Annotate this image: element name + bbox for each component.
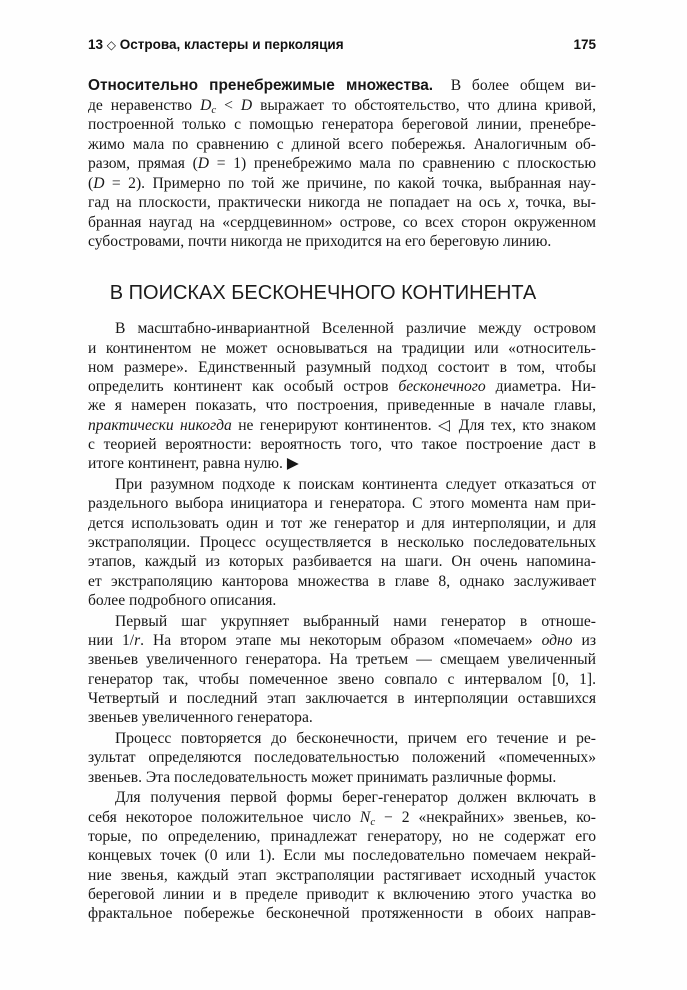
- text-run: жимо мала по сравнению с длиной всего побережья. Аналогичным об-: [88, 135, 596, 153]
- text-line: [88, 213, 596, 233]
- text-run: с теорией вероятности: вероятность того, что такое построение даст в: [88, 436, 596, 454]
- text-run: генератор так, чтобы помеченное звено совпало с интервалом [0, 1].: [88, 670, 596, 688]
- text-run: фрактальное побережье бесконечной протяженности в обоих направ-: [88, 905, 596, 923]
- text-run: (: [88, 174, 94, 192]
- text-run: зультат определяются последовательностью положений «помеченных»: [88, 749, 596, 767]
- text-run: экстраполяции. Процесс осуществляется в несколько последовательных: [88, 534, 596, 552]
- paragraph: [88, 319, 596, 473]
- text-line: [88, 885, 596, 904]
- chapter-number: 13: [88, 37, 104, 52]
- text-run: При разумном подходе к поискам континента следует отказаться от: [115, 476, 596, 494]
- text-run: торые, по определению, принадлежат генератору, но не содержат его: [88, 828, 596, 846]
- text-run: себя некоторое положительное число: [88, 808, 360, 826]
- text-run: более подробного описания.: [88, 591, 277, 609]
- text-run: раздельного выбора инициатора и генератора. С этого момента нам при-: [88, 495, 596, 513]
- text-line: [88, 748, 596, 767]
- text-line: [88, 475, 596, 494]
- text-line: [88, 96, 596, 116]
- text-run: Для получения первой формы берег-генератор должен включать в: [115, 789, 596, 807]
- text-run: из: [572, 632, 596, 650]
- italic-run: D: [240, 96, 253, 114]
- text-line: [88, 788, 596, 807]
- text-run: В масштабно-инвариантной Вселенной различие между островом: [115, 320, 596, 338]
- text-line: [88, 76, 596, 96]
- text-run: нии 1/: [88, 632, 135, 650]
- text-run: гад на плоскости, практически никогда не попадает на ось: [88, 194, 509, 211]
- text-line: [88, 729, 596, 748]
- text-run: разом, прямая (: [88, 155, 198, 172]
- text-run: субостровами, почти никогда не приходится на его береговую линию.: [88, 233, 552, 250]
- text-run: Процесс повторяется до бесконечности, причем его течение и ре-: [115, 730, 596, 748]
- text-run: Четвертый и последний этап заключается в интерполяции оставшихся: [88, 689, 596, 707]
- text-line: [88, 631, 596, 650]
- chapter-heading: [88, 36, 344, 54]
- text-run: построенной только с помощью генератора береговой линии, пренебре-: [88, 116, 596, 133]
- section-title: В ПОИСКАХ БЕСКОНЕЧНОГО КОНТИНЕНТА: [109, 282, 537, 304]
- running-head: [88, 36, 596, 54]
- text-run: = 1) пренебрежимо мала по сравнению с плоскостью: [209, 155, 596, 172]
- italic-run: D: [200, 96, 212, 114]
- text-run: ние звенья, каждый этап экстраполяции растягивает исходный участок: [88, 866, 596, 884]
- text-line: [88, 339, 596, 358]
- text-line: [88, 494, 596, 513]
- italic-run: одно: [541, 632, 573, 650]
- text-run: не генерируют континентов. ◁ Для тех, кто знаком: [231, 416, 597, 434]
- text-run: звеньев увеличенного генератора. На третьем — смещаем увеличенный: [88, 651, 596, 669]
- paragraph: [88, 76, 596, 252]
- text-line: [88, 377, 596, 396]
- text-run: − 2 «некрайних» звеньев, ко-: [375, 808, 596, 826]
- text-run: . На втором этапе мы некоторым образом «помечаем»: [140, 632, 542, 650]
- paragraph: [88, 729, 596, 787]
- text-line: [88, 708, 596, 727]
- text-line: [88, 808, 596, 827]
- text-line: [88, 533, 596, 552]
- text-line: [88, 591, 596, 610]
- text-run: же я намерен показать, что построения, приведенные в начале главы,: [88, 397, 596, 415]
- italic-run: r: [134, 632, 141, 650]
- text-line: [88, 115, 596, 135]
- text-run: , точка, вы-: [515, 194, 596, 211]
- text-run: звеньев. Эта последовательность может принимать различные формы.: [88, 768, 557, 786]
- text-run: ет экстраполяцию канторова множества в главе 8, однако заслуживает: [88, 572, 596, 590]
- text-line: [88, 650, 596, 669]
- italic-run: x: [508, 194, 515, 211]
- diamond-separator-icon: ◇: [106, 38, 117, 52]
- text-line: [88, 572, 596, 591]
- text-run: ном размере». Единственный разумный подход состоит в том, чтобы: [88, 358, 596, 376]
- paragraph: [88, 612, 596, 728]
- text-line: [88, 514, 596, 533]
- italic-run: N: [359, 808, 371, 826]
- text-run: дется использовать один и тот же генератор и для интерполяции, и для: [88, 514, 596, 532]
- italic-run: практически никогда: [88, 416, 232, 434]
- text-line: [88, 827, 596, 846]
- text-line: [88, 552, 596, 571]
- text-line: [88, 454, 596, 473]
- text-run: бранная наугад на «сердцевинном» острове, со всех сторон окруженном: [88, 213, 596, 231]
- text-run: береговой линии и в пределе приводит к включению этого участка во: [88, 885, 596, 903]
- paragraph: [88, 475, 596, 610]
- page-number: 175: [573, 37, 596, 52]
- subsection-text: [88, 76, 596, 252]
- text-line: [88, 435, 596, 454]
- text-line: [88, 846, 596, 865]
- paragraph: [88, 788, 596, 923]
- text-line: [88, 612, 596, 631]
- italic-run: бесконечного: [398, 378, 486, 396]
- text-line: [88, 689, 596, 708]
- text-line: [88, 174, 596, 194]
- text-run: концевых точек (0 или 1). Если мы последовательно помечаем некрай-: [88, 847, 596, 865]
- text-run: и континентом не может основываться на традиции или «относитель-: [88, 339, 596, 357]
- run-in-heading: Относительно пренебрежимые множества.: [88, 77, 434, 94]
- text-run: звеньев увеличенного генератора.: [88, 709, 313, 727]
- text-run: этапов, каждый из которых разбивается на шаги. Он очень напомина-: [88, 553, 596, 571]
- subscript: c: [211, 103, 217, 116]
- text-line: [88, 154, 596, 174]
- text-line: [88, 866, 596, 885]
- italic-run: D: [197, 155, 210, 172]
- chapter-title: Острова, кластеры и перколяция: [119, 37, 344, 52]
- text-run: Первый шаг укрупняет выбранный нами генератор в отноше-: [115, 612, 596, 630]
- text-line: [88, 904, 596, 923]
- text-line: [88, 768, 596, 787]
- text-line: [88, 396, 596, 415]
- text-run: <: [216, 96, 241, 114]
- text-line: [88, 232, 596, 252]
- italic-run: D: [93, 174, 105, 192]
- text-line: [88, 670, 596, 689]
- text-line: [88, 193, 596, 213]
- text-run: итоге континент, равна нулю. ▶: [88, 455, 299, 473]
- text-run: В более общем ви-: [440, 77, 596, 94]
- text-run: де неравенство: [88, 96, 201, 114]
- section-text: [88, 319, 596, 923]
- text-run: определить континент как особый остров: [88, 378, 399, 396]
- text-run: выражает то обстоятельство, что длина кривой,: [252, 96, 597, 114]
- text-line: [88, 135, 596, 155]
- text-line: [88, 358, 596, 377]
- text-line: [88, 319, 596, 338]
- text-run: = 2). Примерно по той же причине, по какой точка, выбранная нау-: [104, 174, 596, 192]
- text-run: диаметра. Ни-: [485, 378, 596, 396]
- text-line: [88, 416, 596, 435]
- subscript: c: [370, 815, 376, 828]
